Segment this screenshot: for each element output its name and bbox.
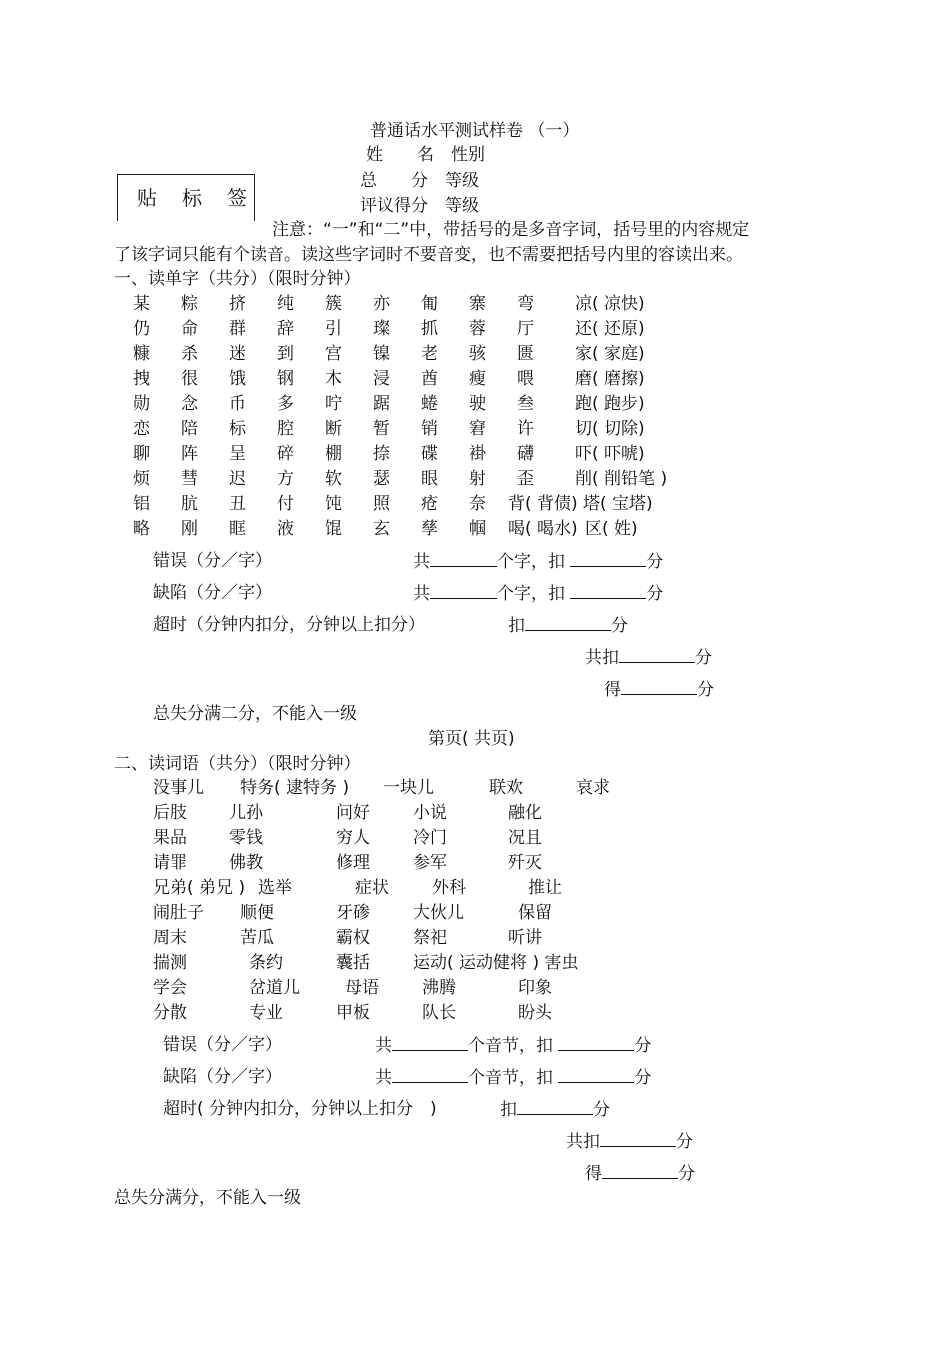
char-cell: 呈 <box>229 444 246 464</box>
unit: 分 <box>611 616 628 636</box>
s2-got-score <box>585 1162 695 1185</box>
word-cell: 问好 <box>336 803 370 823</box>
word-cell: 揣测 <box>153 953 187 973</box>
word-cell: 参军 <box>413 853 447 873</box>
deduct-label: 扣 <box>500 1100 517 1120</box>
got-label: 得 <box>604 680 621 700</box>
char-cell: 暂 <box>373 419 390 439</box>
word-cell: 苦瓜 <box>240 928 274 948</box>
char-cell: 捺 <box>373 444 390 464</box>
sticker-char: 标 <box>182 186 202 210</box>
word-cell: 岔道儿 <box>249 978 300 998</box>
char-cell: 宫 <box>325 344 342 364</box>
char-cell: 陪 <box>181 419 198 439</box>
char-cell: 碎 <box>277 444 294 464</box>
error-deduct-blank[interactable] <box>570 550 646 567</box>
word-cell: 运动( 运动健将 ) 害虫 <box>413 953 579 973</box>
word-cell: 囊括 <box>336 953 370 973</box>
page-title: 普通话水平测试样卷 （一） <box>370 121 580 141</box>
word-cell: 修理 <box>336 853 370 873</box>
got-score-blank[interactable] <box>621 678 697 695</box>
unit: 分 <box>634 1068 652 1088</box>
word-cell: 没事儿 <box>153 778 204 798</box>
char-cell: 标 <box>229 419 246 439</box>
s2-note: 总失分满分，不能入一级 <box>114 1188 301 1208</box>
s1-overtime-deduct <box>508 614 628 637</box>
char-cell: 骇 <box>469 344 486 364</box>
char-cell: 褂 <box>469 444 486 464</box>
error-deduct-blank[interactable] <box>558 1034 634 1051</box>
word-cell: 周末 <box>153 928 187 948</box>
char-cell: 疮 <box>421 494 438 514</box>
s1-error-label: 错误（分／字） <box>153 551 272 571</box>
char-cell: 恋 <box>133 419 150 439</box>
char-cell: 寨 <box>469 294 486 314</box>
word-cell: 专业 <box>249 1003 283 1023</box>
char-cell: 璨 <box>373 319 390 339</box>
unit: 分 <box>593 1100 610 1120</box>
word-cell: 融化 <box>508 803 542 823</box>
char-cell: 仍 <box>133 319 150 339</box>
char-cell: 销 <box>421 419 438 439</box>
char-cell: 某 <box>133 294 150 314</box>
char-cell: 到 <box>277 344 294 364</box>
s2-error-count-row <box>375 1034 651 1057</box>
char-cell: 喝( 喝水) <box>508 519 578 539</box>
s1-defect-label: 缺陷（分／字） <box>153 583 272 603</box>
got-score-blank[interactable] <box>602 1162 678 1179</box>
char-cell: 许 <box>517 419 534 439</box>
defect-count-blank[interactable] <box>430 582 497 599</box>
char-cell: 塔( 宝塔) <box>583 494 653 514</box>
overtime-deduct-blank[interactable] <box>517 1098 593 1115</box>
char-cell: 付 <box>277 494 294 514</box>
notice-line-1: 注意：“一”和“二”中，带括号的是多音字词，括号里的内容规定 <box>272 220 750 240</box>
word-cell: 儿孙 <box>229 803 263 823</box>
s2-error-label: 错误（分／字） <box>163 1035 282 1055</box>
char-cell: 辞 <box>277 319 294 339</box>
error-count-blank[interactable] <box>392 1034 468 1051</box>
char-cell: 币 <box>229 394 246 414</box>
count-mid: 个音节，扣 <box>468 1036 553 1056</box>
char-cell: 孳 <box>421 519 438 539</box>
char-cell: 肮 <box>181 494 198 514</box>
char-cell: 蓉 <box>469 319 486 339</box>
char-cell: 软 <box>325 469 342 489</box>
char-cell: 窘 <box>469 419 486 439</box>
word-cell: 分散 <box>153 1003 187 1023</box>
char-cell: 照 <box>373 494 390 514</box>
word-cell: 牙碜 <box>336 903 370 923</box>
count-prefix: 共 <box>375 1036 392 1056</box>
error-count-blank[interactable] <box>430 550 497 567</box>
word-cell: 推让 <box>528 878 562 898</box>
char-cell: 叁 <box>517 394 534 414</box>
section1-heading: 一、读单字（共分）（限时分钟） <box>114 269 361 289</box>
word-cell: 顺便 <box>240 903 274 923</box>
char-cell: 断 <box>325 419 342 439</box>
char-cell: 喂 <box>517 369 534 389</box>
word-cell: 兄弟( 弟兄 ) <box>153 878 246 898</box>
count-prefix: 共 <box>413 552 430 572</box>
overtime-deduct-blank[interactable] <box>525 614 611 631</box>
deduct-label: 扣 <box>508 616 525 636</box>
unit: 分 <box>678 1164 695 1184</box>
word-cell: 甲板 <box>336 1003 370 1023</box>
total-deduct-label: 共扣 <box>585 648 619 668</box>
word-cell: 听讲 <box>508 928 542 948</box>
word-cell: 保留 <box>518 903 552 923</box>
char-cell: 棚 <box>325 444 342 464</box>
word-cell: 果品 <box>153 828 187 848</box>
char-cell: 引 <box>325 319 342 339</box>
char-cell: 浸 <box>373 369 390 389</box>
char-cell: 丑 <box>229 494 246 514</box>
word-cell: 小说 <box>413 803 447 823</box>
word-cell: 闹肚子 <box>153 903 204 923</box>
s2-defect-label: 缺陷（分／字） <box>163 1067 282 1087</box>
char-cell: 饿 <box>229 369 246 389</box>
unit: 分 <box>676 1132 693 1152</box>
sticker-box <box>117 174 255 221</box>
notice-line-2: 了该字词只能有个读音。读这些字词时不要音变，也不需要把括号内里的容读出来。 <box>114 245 743 265</box>
char-cell: 厅 <box>517 319 534 339</box>
unit: 分 <box>697 680 714 700</box>
char-cell: 方 <box>277 469 294 489</box>
char-cell: 歪 <box>517 469 534 489</box>
count-mid: 个字，扣 <box>497 584 565 604</box>
word-cell: 外科 <box>432 878 466 898</box>
word-cell: 印象 <box>518 978 552 998</box>
char-cell: 蜷 <box>421 394 438 414</box>
count-mid: 个字，扣 <box>497 552 565 572</box>
char-cell: 多 <box>277 394 294 414</box>
s2-overtime-deduct <box>500 1098 610 1121</box>
char-cell: 迷 <box>229 344 246 364</box>
s1-overtime-label: 超时（分钟内扣分，分钟以上扣分） <box>153 615 425 635</box>
char-cell: 聊 <box>133 444 150 464</box>
char-cell: 削( 削铅笔 ) <box>575 469 668 489</box>
s2-overtime-label: 超时( 分钟内扣分，分钟以上扣分 ) <box>163 1099 437 1119</box>
unit: 分 <box>634 1036 652 1056</box>
char-cell: 瘦 <box>469 369 486 389</box>
char-cell: 玄 <box>373 519 390 539</box>
char-cell: 匮 <box>517 344 534 364</box>
char-cell: 跑( 跑步) <box>575 394 645 414</box>
char-cell: 镍 <box>373 344 390 364</box>
word-cell: 联欢 <box>489 778 523 798</box>
word-cell: 队长 <box>422 1003 456 1023</box>
char-cell: 匍 <box>421 294 438 314</box>
sticker-char: 贴 <box>137 186 157 210</box>
char-cell: 区( 姓) <box>585 519 638 539</box>
word-cell: 大伙儿 <box>413 903 464 923</box>
count-prefix: 共 <box>413 584 430 604</box>
total-deduct-blank[interactable] <box>619 646 695 663</box>
char-cell: 很 <box>181 369 198 389</box>
char-cell: 酋 <box>421 369 438 389</box>
defect-count-blank[interactable] <box>392 1066 468 1083</box>
char-cell: 眼 <box>421 469 438 489</box>
char-cell: 弯 <box>517 294 534 314</box>
char-cell: 老 <box>421 344 438 364</box>
s1-note: 总失分满二分，不能入一级 <box>153 704 357 724</box>
eval-grade-line: 评议得分 等级 <box>360 196 479 216</box>
char-cell: 迟 <box>229 469 246 489</box>
word-cell: 祭祀 <box>413 928 447 948</box>
char-cell: 奈 <box>469 494 486 514</box>
char-cell: 刚 <box>181 519 198 539</box>
unit: 分 <box>646 584 664 604</box>
word-cell: 歼灭 <box>508 853 542 873</box>
word-cell: 冷门 <box>413 828 447 848</box>
char-cell: 磨( 磨擦) <box>575 369 645 389</box>
word-cell: 哀求 <box>576 778 610 798</box>
s1-error-count-row <box>413 550 663 573</box>
char-cell: 瑟 <box>373 469 390 489</box>
word-cell: 症状 <box>355 878 389 898</box>
char-cell: 簇 <box>325 294 342 314</box>
word-cell: 况且 <box>508 828 542 848</box>
char-cell: 礴 <box>517 444 534 464</box>
name-gender-line: 姓 名 性别 <box>366 145 485 165</box>
char-cell: 吓( 吓唬) <box>575 444 645 464</box>
word-cell: 学会 <box>153 978 187 998</box>
char-cell: 群 <box>229 319 246 339</box>
word-cell: 沸腾 <box>422 978 456 998</box>
char-cell: 抓 <box>421 319 438 339</box>
char-cell: 拽 <box>133 369 150 389</box>
char-cell: 阵 <box>181 444 198 464</box>
count-prefix: 共 <box>375 1068 392 1088</box>
word-cell: 特务( 逮特务 ) <box>240 778 350 798</box>
char-cell: 眶 <box>229 519 246 539</box>
word-cell: 零钱 <box>229 828 263 848</box>
got-label: 得 <box>585 1164 602 1184</box>
char-cell: 铝 <box>133 494 150 514</box>
char-cell: 亦 <box>373 294 390 314</box>
char-cell: 还( 还原) <box>575 319 645 339</box>
char-cell: 背( 背债) <box>508 494 578 514</box>
page-footer: 第页( 共页) <box>428 729 515 749</box>
char-cell: 烦 <box>133 469 150 489</box>
char-cell: 饨 <box>325 494 342 514</box>
defect-deduct-blank[interactable] <box>558 1066 634 1083</box>
word-cell: 请罪 <box>153 853 187 873</box>
char-cell: 杀 <box>181 344 198 364</box>
char-cell: 咛 <box>325 394 342 414</box>
section2-heading: 二、读词语（共分）（限时分钟） <box>114 754 361 774</box>
char-cell: 木 <box>325 369 342 389</box>
s1-total-deduct <box>585 646 712 669</box>
char-cell: 腔 <box>277 419 294 439</box>
total-deduct-blank[interactable] <box>600 1130 676 1147</box>
unit: 分 <box>695 648 712 668</box>
char-cell: 粽 <box>181 294 198 314</box>
char-cell: 帼 <box>469 519 486 539</box>
char-cell: 液 <box>277 519 294 539</box>
word-cell: 盼头 <box>518 1003 552 1023</box>
s1-defect-count-row <box>413 582 663 605</box>
char-cell: 射 <box>469 469 486 489</box>
s2-total-deduct <box>566 1130 693 1153</box>
word-cell: 选举 <box>258 878 292 898</box>
count-mid: 个音节，扣 <box>468 1068 553 1088</box>
word-cell: 条约 <box>249 953 283 973</box>
word-cell: 霸权 <box>336 928 370 948</box>
char-cell: 驶 <box>469 394 486 414</box>
char-cell: 念 <box>181 394 198 414</box>
s1-got-score <box>604 678 714 701</box>
char-cell: 钢 <box>277 369 294 389</box>
total-deduct-label: 共扣 <box>566 1132 600 1152</box>
char-cell: 勋 <box>133 394 150 414</box>
score-grade-line: 总 分 等级 <box>360 171 479 191</box>
char-cell: 切( 切除) <box>575 419 645 439</box>
defect-deduct-blank[interactable] <box>570 582 646 599</box>
s2-defect-count-row <box>375 1066 651 1089</box>
char-cell: 挤 <box>229 294 246 314</box>
word-cell: 穷人 <box>336 828 370 848</box>
char-cell: 糠 <box>133 344 150 364</box>
char-cell: 彗 <box>181 469 198 489</box>
char-cell: 碟 <box>421 444 438 464</box>
word-cell: 母语 <box>345 978 379 998</box>
word-cell: 一块儿 <box>383 778 434 798</box>
char-cell: 凉( 凉快) <box>575 294 645 314</box>
word-cell: 后肢 <box>153 803 187 823</box>
char-cell: 命 <box>181 319 198 339</box>
unit: 分 <box>646 552 664 572</box>
word-cell: 佛教 <box>229 853 263 873</box>
char-cell: 馄 <box>325 519 342 539</box>
char-cell: 家( 家庭) <box>575 344 645 364</box>
char-cell: 踞 <box>373 394 390 414</box>
sticker-char: 签 <box>227 186 247 210</box>
char-cell: 略 <box>133 519 150 539</box>
char-cell: 纯 <box>277 294 294 314</box>
